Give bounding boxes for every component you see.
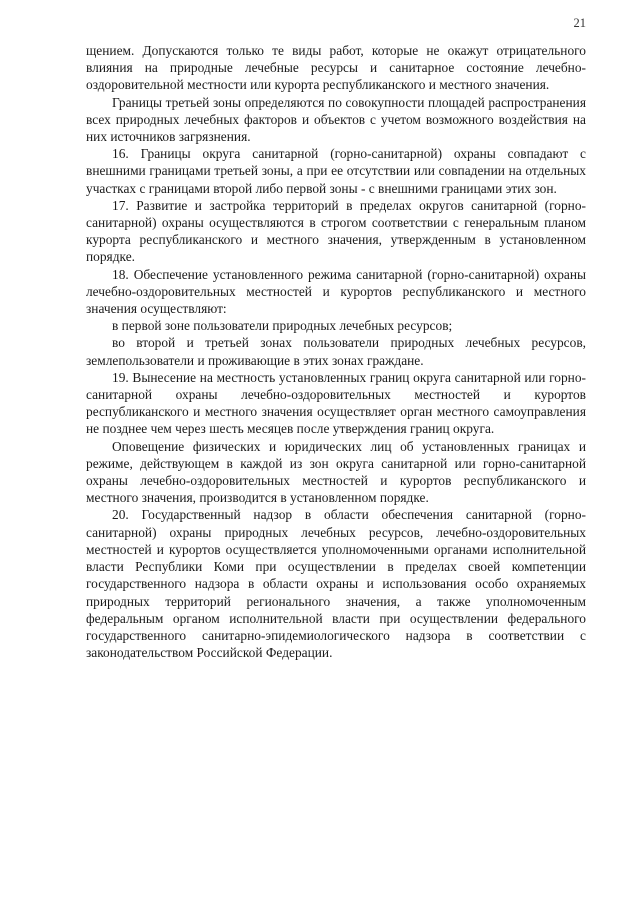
paragraph-18-first-zone: в первой зоне пользователи природных лечебных ресурсов;: [112, 318, 453, 334]
paragraph-continuation: щением. Допускаются только те виды работ, которые не окажут отрицательного влияния на природные лечебные ресурсы и санитарное состояние лечебно-оздоровительной местности или курорта республиканского и местного значения.: [86, 43, 586, 93]
paragraph-18: 18. Обеспечение установленного режима санитарной (горно-санитарной) охраны лечебно-оздоровительных местностей и курортов республиканского и местного значения осуществляют:: [86, 266, 586, 317]
paragraph-notification: Оповещение физических и юридических лиц об установленных границах и режиме, действующем в каждой из зон округа санитарной или горно-санитарной охраны лечебно-оздоровительных местностей и курортов республиканского и местного значения, производится в установленном порядке.: [86, 438, 586, 506]
paragraph-18-second-third-zone: во второй и третьей зонах пользователи природных лечебных ресурсов, землепользователи и проживающие в этих зонах граждане.: [86, 335, 586, 368]
paragraph-20: 20. Государственный надзор в области обеспечения санитарной (горно-санитарной) охраны природных лечебных ресурсов, лечебно-оздоровительных местностей и курортов осуществляется уполномоченными органами исполнительной власти Республики Коми при осуществлении в пределах своей компетенции государственного надзора в области охраны и использования особо охраняемых природных территорий регионального значения, а также уполномоченным федеральным органом исполнительной власти при осуществлении федерального государственного санитарно-эпидемиологического надзора в соответствии с законодательством Российской Федерации.: [86, 507, 586, 661]
document-body: [86, 42, 586, 661]
page-number: 21: [573, 16, 586, 30]
paragraph-third-zone-borders: Границы третьей зоны определяются по совокупности площадей распространения всех природных лечебных факторов и объектов с учетом возможного воздействия на них источников загрязнения.: [86, 94, 586, 145]
paragraph-16: 16. Границы округа санитарной (горно-санитарной) охраны совпадают с внешними границами третьей зоны, а при ее отсутствии или совпадении на отдельных участках с границами второй либо первой зоны - с внешними границами этих зон.: [86, 146, 586, 196]
paragraph-17: 17. Развитие и застройка территорий в пределах округов санитарной (горно-санитарной) охраны осуществляются в строгом соответствии с генеральным планом курорта республиканского и местного значения, утвержденным в установленном порядке.: [86, 197, 586, 265]
paragraph-19: 19. Вынесение на местность установленных границ округа санитарной или горно-санитарной охраны лечебно-оздоровительных местностей и курортов республиканского и местного значения осуществляет орган местного самоуправления не позднее чем через шесть месяцев после утверждения границ округа.: [86, 369, 586, 437]
